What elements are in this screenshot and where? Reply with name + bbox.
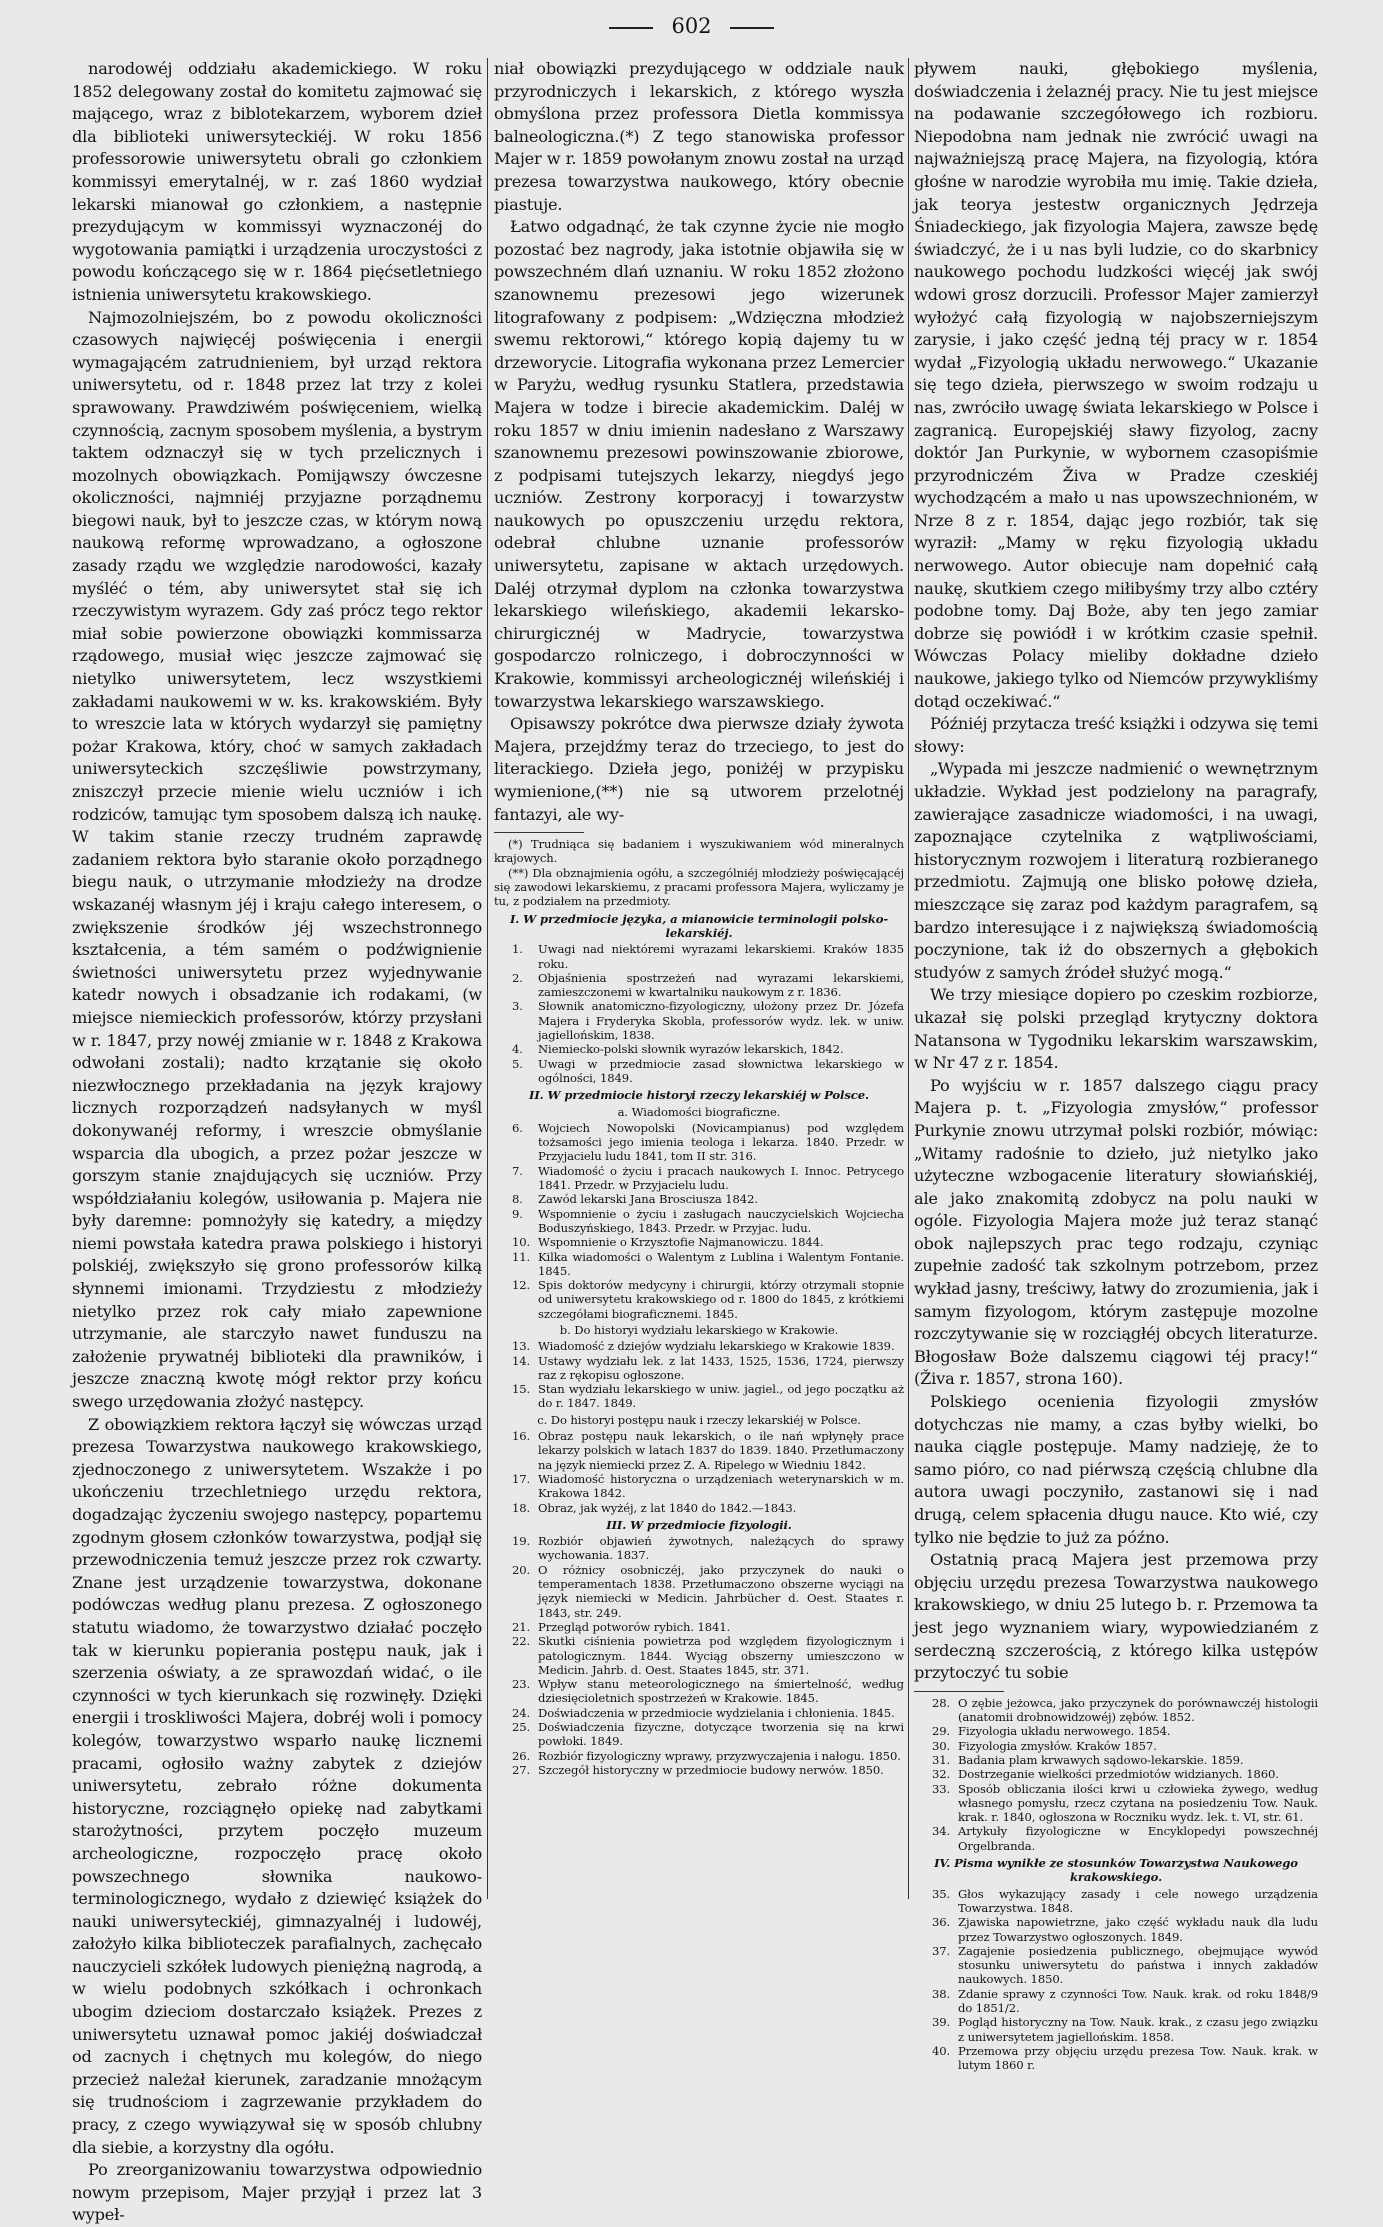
bibliography-item xyxy=(494,1763,904,1777)
paragraph: Polskiego ocenienia fizyologii zmysłów dotychczas nie mamy, a czas byłby wielki, bo nauka ciągle postępuje. Mamy nadzieję, że to samo pióro, co nad piérwszą częścią chlubne dla autora uwagi poczyniło, zastanowi się i nad drugą, celem spłacenia długu nauce. Kto wié, czy tylko nie będzie to już za późno. xyxy=(914,1392,1318,1547)
bibliography-item xyxy=(494,1164,904,1193)
item-number: 40. xyxy=(932,2043,951,2058)
item-number: 21. xyxy=(512,1619,531,1634)
item-text: Doświadczenia fizyczne, dotyczące tworzenia się na krwi powłoki. 1849. xyxy=(538,1720,904,1749)
subsection-heading: c. Do historyi postępu nauk i rzeczy lekarskiéj w Polsce. xyxy=(537,1412,861,1427)
item-number: 35. xyxy=(932,1886,951,1901)
footnotes xyxy=(914,1691,1318,2073)
page-number: 602 xyxy=(671,14,712,38)
item-number: 38. xyxy=(932,1986,951,2001)
footnote-rule xyxy=(914,1691,1004,1692)
item-number: 15. xyxy=(512,1382,531,1397)
bibliography-item xyxy=(494,1634,904,1677)
bibliography-item xyxy=(914,1739,1318,1753)
section-heading: I. W przedmiocie języka, a mianowicie terminologii polsko-lekarskiéj. xyxy=(509,911,889,940)
bibliography-item xyxy=(914,1915,1318,1944)
item-number: 7. xyxy=(512,1163,523,1178)
column-divider xyxy=(487,58,488,1899)
item-text: Badania plam krwawych sądowo-lekarskie. 1859. xyxy=(958,1752,1244,1767)
item-text: Fizyologia zmysłów. Kraków 1857. xyxy=(958,1738,1157,1753)
item-text: Niemiecko-polski słownik wyrazów lekarskich, 1842. xyxy=(538,1042,844,1057)
bibliography-item xyxy=(914,1887,1318,1916)
bibliography-item xyxy=(494,1057,904,1086)
item-text: Przemowa przy objęciu urzędu prezesa Tow. Nauk. krak. w lutym 1860 r. xyxy=(958,2043,1318,2073)
item-text: Wiadomość o życiu i pracach naukowych I. Innoc. Petrycego 1841. Przedr. w Przyjacielu ludu. xyxy=(538,1163,904,1193)
bibliography-item xyxy=(494,999,904,1042)
header-rule-left xyxy=(609,27,653,29)
bibliography-item xyxy=(914,1782,1318,1825)
paragraph: pływem nauki, głębokiego myślenia, doświadczenia i żelaznéj pracy. Nie tu jest miejsce na podawanie szczegółowego ich rozbioru. Niepodobna nam jednak nie zwrócić uwagi na najważniejszą pracę Majera, na fizyologią, która głośne w narodzie wyrobiła mu imię. Takie dzieła, jak teorya jestestw organicznych Jędrzeja Śniadeckiego, jak fizyologia Majera, zawsze będę świadczyć, że i u nas byli ludzie, co do skarbnicy naukowego pochodu ludzkości więcéj jak swój wdowi grosz dorzucili. Professor Majer zamierzył wyłożyć całą fizyologią w najobszerniejszym zarysie, i jako część jedną téj pracy w r. 1854 wydał „Fizyologią układu nerwowego.“ Ukazanie się tego dzieła, pierwszego w swoim rodzaju u nas, zwróciło uwagę świata lekarskiego w Polsce i zagranicą. Europejskiéj sławy fizyolog, zacny doktór Jan Purkynie, w wybornem czasopiśmie przyrodniczém Živa w Pradze czeskiéj wychodzącém a mało u nas upowszechnioném, w Nrze 8 z r. 1854, dając jego rozbiór, tak się wyraził: „Mamy w ręku fizyologią układu nerwowego. Autor obiecuje nam dopełnić całą naukę, skutkiem czego miłibyśmy trzy albo cztéry podobne tomy. Daj Boże, aby ten jego zamiar dobrze się powiódł i w krótkim czasie spełnił. Wówczas Polacy mieliby dokładne dzieło naukowe, jakiego tylko od Niemców przywykliśmy dotąd oczekiwać.“ xyxy=(914,59,1318,711)
item-number: 25. xyxy=(512,1720,531,1734)
footnotes xyxy=(494,832,904,1777)
item-number: 2. xyxy=(512,970,523,985)
item-number: 28. xyxy=(932,1695,951,1710)
item-text: Spis doktorów medycyny i chirurgii, którzy otrzymali stopnie od uniwersytetu krakowskiego od r. 1800 do 1845, z krótkiemi szczegółami biograficznemi. 1845. xyxy=(538,1278,904,1321)
item-number: 33. xyxy=(932,1781,951,1796)
item-text: Zdanie sprawy z czynności Tow. Nauk. krak. od roku 1848/9 do 1851/2. xyxy=(958,1986,1318,2015)
item-text: Głos wykazujący zasady i cele nowego urządzenia Towarzystwa. 1848. xyxy=(958,1886,1318,1915)
item-number: 14. xyxy=(512,1353,531,1368)
paragraph: narodowéj oddziału akademickiego. W roku 1852 delegowany został do komitetu zajmować się mającego, wraz z biblotekarzem, wyborem dzieł dla biblioteki uniwersyteckiéj. W roku 1856 professorowie uniwersytetu obrali go członkiem kommissyi emerytalnéj, w r. zaś 1860 wydział lekarski mianował go członkiem, a następnie prezydującym w kommissyi wyznaczonéj do wygotowania pamiątki i urządzenia uroczystości z powodu kończącego się w r. 1864 pięćsetletniego istnienia uniwersytetu krakowskiego. xyxy=(72,59,482,304)
item-text: Szczegół historyczny w przedmiocie budowy nerwów. 1850. xyxy=(538,1762,884,1777)
item-number: 26. xyxy=(512,1748,531,1763)
item-number: 18. xyxy=(512,1500,531,1515)
paragraph: niał obowiązki prezydującego w oddziale nauk przyrodniczych i lekarskich, z którego wyszła obmyślona przez professora Dietla kommissya balneologiczna.(*) Z tego stanowiska professor Majer w r. 1859 powołanym znowu został na urząd prezesa towarzystwa naukowego, który obecnie piastuje. xyxy=(494,59,904,214)
footnote-rule xyxy=(494,832,584,833)
subsection-heading: a. Wiadomości biograficzne. xyxy=(617,1104,781,1119)
bibliography-item xyxy=(494,1677,904,1706)
item-number: 24. xyxy=(512,1705,531,1720)
footnote: (*) Trudniąca się badaniem i wyszukiwaniem wód mineralnych krajowych. xyxy=(494,837,904,866)
item-text: Pogląd historyczny na Tow. Nauk. krak., z czasu jego związku z uniwersytetem jagiellońskim. 1858. xyxy=(958,2015,1318,2044)
item-text: Rozbiór objawień żywotnych, należących do sprawy wychowania. 1837. xyxy=(538,1534,904,1563)
paragraph: Opisawszy pokrótce dwa pierwsze działy żywota Majera, przejdźmy teraz do trzeciego, to jest do literackiego. Dzieła jego, poniżéj w przypisku wymienione,(**) nie są utworem przelotnéj fantazyi, ale wy- xyxy=(494,714,904,824)
page-header xyxy=(0,14,1383,38)
item-text: O zębie jeżowca, jako przyczynek do porównawczéj histologii (anatomii drobnowidzowéj) zębów. 1852. xyxy=(958,1695,1318,1725)
bibliography-item xyxy=(494,1339,904,1353)
item-number: 20. xyxy=(512,1562,531,1577)
paragraph: Po zreorganizowaniu towarzystwa odpowiednio nowym przepisom, Majer przyjął i przez lat 3 wypeł- xyxy=(72,2160,482,2225)
item-text: Wspomnienie o Krzysztofie Najmanowiczu. 1844. xyxy=(538,1235,824,1250)
bibliography-item xyxy=(494,1501,904,1515)
item-number: 19. xyxy=(512,1534,531,1549)
item-number: 16. xyxy=(512,1429,531,1444)
bibliography-item xyxy=(494,1207,904,1236)
footnote: (**) Dla obznajmienia ogółu, a szczególniéj młodzieży poświęcającéj się zawodowi lekarskiemu, z pracami professora Majera, wyliczamy je tu, z podziałem na przedmioty. xyxy=(494,865,904,909)
item-text: Wiadomość historyczna o urządzeniach weterynarskich w m. Krakowa 1842. xyxy=(538,1471,904,1501)
item-text: Uwagi nad niektóremi wyrazami lekarskiemi. Kraków 1835 roku. xyxy=(538,942,904,971)
column-2 xyxy=(494,58,904,1777)
bibliography-item xyxy=(914,1696,1318,1725)
paragraph: „Wypada mi jeszcze nadmienić o wewnętrznym układzie. Wykład jest podzielony na paragrafy, zawierające zasadnicze wiadomości, i na uwagi, zapoznające czytelnika z wątpliwościami, historycznym rozwojem i literaturą rozbieranego przedmiotu. Zajmują one blisko połowę dzieła, mieszczące się zaraz pod każdym paragrafem, są bardzo interesujące i z największą świadomością poczynione, tak iż do obszernych a głębokich studyów z samych źródeł służyć mogą.“ xyxy=(914,759,1318,982)
subsection-heading: b. Do historyi wydziału lekarskiego w Krakowie. xyxy=(559,1322,839,1337)
paragraph: Z obowiązkiem rektora łączył się wówczas urząd prezesa Towarzystwa naukowego krakowskiego, zjednoczonego z uniwersytetem. Wszakże i po ukończeniu trzechletniego urzędu rektora, dogadzając życzeniu swojego następcy, popartemu zgodnym głosem członków towarzystwa, podjął się przewodniczenia temuż jeszcze przez rok czwarty. Znane jest urządzenie towarzystwa, dokonane podówczas według planu prezesa. Z ogłoszonego statutu wiadomo, że towarzystwo działać poczęło tak w kierunku popierania postępu nauk, jak i szerzenia oświaty, a ze sprawozdań widać, o ile czynności w tych kierunkach się rozwinęły. Dzięki energii i troskliwości Majera, dobréj woli i pomocy kolegów, towarzystwo wsparło naukę licznemi pracami, ogłosiło ważny zabytek z dziejów uniwersytetu, zebrało różne dokumenta historyczne, rozciągnęło opiekę nad zabytkami starożytności, przytem poczęło muzeum archeologiczne, rozpoczęło pracę około powszechnego słownika naukowo-terminologicznego, wydało z dziewięć książek do nauki uniwersyteckiéj, gimnazyalnéj i ludowéj, założyło kilka biblioteczek parafialnych, zachęcało nauczycieli szkółek ludowych pieniężną nagrodą, a w wielu podobnych szkółkach i ochronkach ubogim dzieciom dostarczało książek. Prezes z uniwersytetu uznawał pomoc jakiéj doświadczał od zacnych i chętnych mu kolegów, do niego przecież należał kierunek, zaradzanie mnożącym się trudnościom i zagrzewanie przykładem do pracy, z czego wywiązywał się w sposób chlubny dla siebie, a korzystny dla ogółu. xyxy=(72,1414,482,2157)
item-text: Zawód lekarski Jana Brosciusza 1842. xyxy=(538,1192,758,1207)
bibliography-item xyxy=(494,1563,904,1620)
paragraph: Ostatnią pracą Majera jest przemowa przy objęciu urzędu prezesa Towarzystwa naukowego krakowskiego, w dniu 25 lutego b. r. Przemowa ta jest jego wyznaniem wiary, wypowiedzianém z serdeczną szczerością, z którego kilka ustępów przytoczyć tu sobie xyxy=(914,1550,1318,1683)
item-number: 9. xyxy=(512,1206,523,1221)
bibliography-item xyxy=(914,1724,1318,1738)
item-number: 29. xyxy=(932,1724,951,1739)
item-number: 10. xyxy=(512,1235,531,1250)
section-heading: II. W przedmiocie historyi rzeczy lekarskiéj w Polsce. xyxy=(529,1088,869,1103)
bibliography-item xyxy=(494,1354,904,1383)
item-text: Doświadczenia w przedmiocie wydzielania i chłonienia. 1845. xyxy=(538,1705,895,1720)
item-text: Stan wydziału lekarskiego w uniw. jagiel., od jego początku aż do r. 1847. 1849. xyxy=(538,1382,904,1411)
item-text: Kilka wiadomości o Walentym z Lublina i Walentym Fontanie. 1845. xyxy=(538,1249,904,1278)
item-number: 13. xyxy=(512,1339,531,1354)
item-number: 3. xyxy=(512,999,523,1014)
bibliography-item xyxy=(914,1753,1318,1767)
bibliography-item xyxy=(914,1824,1318,1853)
bibliography-item xyxy=(494,1534,904,1563)
bibliography-item xyxy=(914,2044,1318,2073)
item-text: O różnicy osobniczéj, jako przyczynek do nauki o temperamentach 1838. Przetłumaczono obszerne wyciągi na język niemiecki w Medicin. Jahrbücher d. Oest. Staates r. 1843, str. 249. xyxy=(538,1562,904,1620)
bibliography-item xyxy=(494,1620,904,1634)
item-number: 34. xyxy=(932,1824,951,1839)
column-1 xyxy=(72,58,482,2227)
column-3 xyxy=(914,58,1318,2072)
item-text: Wojciech Nowopolski (Novicampianus) pod względem tożsamości jego imienia teologa i lekarza. 1840. Przedr. w Przyjacielu ludu 1841, tom II str. 316. xyxy=(538,1120,904,1164)
item-text: Wpływ stanu meteorologicznego na śmiertelność, według dziesięcioletnich spostrzeżeń w Krakowie. 1845. xyxy=(538,1677,904,1706)
item-number: 8. xyxy=(512,1192,523,1207)
item-number: 11. xyxy=(512,1249,531,1264)
section-heading: IV. Pisma wynikłe ze stosunków Towarzystwa Naukowego krakowskiego. xyxy=(934,1856,1298,1885)
item-number: 32. xyxy=(932,1767,951,1782)
bibliography-item xyxy=(914,1944,1318,1987)
item-text: Wspomnienie o życiu i zasługach nauczycielskich Wojciecha Boduszyńskiego, 1843. Przedr. w Przyjac. ludu. xyxy=(538,1206,904,1235)
item-text: Sposób obliczania ilości krwi u człowieka żywego, według własnego pomysłu, rzecz czytana na posiedzeniu Tow. Nauk. krak. r. 1840, ogłoszona w Roczniku wydz. lek. t. VI, str. 61. xyxy=(958,1781,1318,1825)
bibliography-item xyxy=(494,1472,904,1501)
item-text: Obraz, jak wyżéj, z lat 1840 do 1842.—1843. xyxy=(538,1500,797,1515)
item-text: Obraz postępu nauk lekarskich, o ile nań wpłynęły prace lekarzy polskich w latach 1837 do 1839. 1840. Przetłumaczony na język niemiecki przez Z. A. Ripelego w Wiedniu 1842. xyxy=(538,1429,904,1472)
bibliography-item xyxy=(494,1382,904,1411)
bibliography-item xyxy=(494,1278,904,1321)
bibliography-item xyxy=(494,1235,904,1249)
bibliography-item xyxy=(494,1749,904,1763)
bibliography-item xyxy=(494,1121,904,1164)
bibliography-item xyxy=(914,2015,1318,2044)
item-text: Objaśnienia spostrzeżeń nad wyrazami lekarskiemi, zamieszczonemi w kwartalniku naukowym z r. 1836. xyxy=(538,970,904,1000)
item-text: Artykuły fizyologiczne w Encyklopedyi powszechnéj Orgelbranda. xyxy=(958,1824,1318,1853)
item-number: 1. xyxy=(512,942,523,957)
bibliography-item xyxy=(494,971,904,1000)
bibliography-item xyxy=(494,1429,904,1472)
section-heading: III. W przedmiocie fizyologii. xyxy=(606,1517,792,1532)
item-text: Słownik anatomiczno-fizyologiczny, ułożony przez Dr. Józefa Majera i Fryderyka Skobla, professorów wydz. lek. w uniw. jagiellońskim, 1838. xyxy=(538,999,904,1043)
item-number: 23. xyxy=(512,1677,531,1692)
item-text: Wiadomość z dziejów wydziału lekarskiego w Krakowie 1839. xyxy=(538,1339,895,1354)
item-text: Dostrzeganie wielkości przedmiotów widzianych. 1860. xyxy=(958,1767,1279,1782)
item-text: Ustawy wydziału lek. z lat 1433, 1525, 1536, 1724, pierwszy raz z rękopisu ogłoszone. xyxy=(538,1353,904,1382)
item-text: Uwagi w przedmiocie zasad słownictwa lekarskiego w ogólności, 1849. xyxy=(538,1056,904,1085)
bibliography-item xyxy=(914,1987,1318,2016)
column-divider xyxy=(908,58,909,1899)
item-number: 17. xyxy=(512,1471,531,1486)
item-number: 4. xyxy=(512,1042,523,1057)
item-text: Fizyologia układu nerwowego. 1854. xyxy=(958,1724,1171,1739)
item-text: Zjawiska napowietrzne, jako część wykładu nauk dla ludu przez Towarzystwo ogłoszonych. 1849. xyxy=(958,1915,1318,1944)
item-number: 5. xyxy=(512,1056,523,1071)
item-text: Zagajenie posiedzenia publicznego, obejmujące wywód stosunku uniwersytetu do państwa i innych zakładów naukowych. 1850. xyxy=(958,1943,1318,1987)
paragraph: Łatwo odgadnąć, że tak czynne życie nie mogło pozostać bez nagrody, jaka istotnie objawiła się w powszechném dlań uznaniu. W roku 1852 złożono szanownemu prezesowi jego wizerunek litografowany z podpisem: „Wdzięczna młodzież swemu rektorowi,“ którego kopią dajemy tu w drzeworycie. Litografia wykonana przez Lemercier w Paryżu, według rysunku Statlera, przedstawia Majera w todze i birecie akademickim. Daléj w roku 1857 w dniu imienin nadesłano z Warszawy szanownemu prezesowi powinszowanie zbiorowe, z podpisami tutejszych lekarzy, niegdyś jego uczniów. Zestrony korporacyj i towarzystw naukowych po opuszczeniu urzędu rektora, odebrał chlubne uznanie professorów uniwersytetu, zapisane w aktach urzędowych. Daléj otrzymał dyplom na członka towarzystwa lekarskiego wileńskiego, akademii lekarsko-chirurgicznéj w Madrycie, towarzystwa gospodarczo rolniczego, i dobroczynności w Krakowie, kommissyi archeologicznéj wileńskiéj i towarzystwa lekarskiego warszawskiego. xyxy=(494,217,904,711)
bibliography-item xyxy=(494,1250,904,1279)
bibliography-item xyxy=(494,1706,904,1720)
bibliography-item xyxy=(914,1767,1318,1781)
bibliography-item xyxy=(494,942,904,971)
paragraph: We trzy miesiące dopiero po czeskim rozbiorze, ukazał się polski przegląd krytyczny doktora Natansona w Tygodniku lekarskim warszawskim, w Nr 47 z r. 1854. xyxy=(914,985,1318,1073)
item-number: 39. xyxy=(932,2015,951,2030)
header-rule-right xyxy=(730,27,774,29)
item-number: 22. xyxy=(512,1634,531,1649)
item-text: Skutki ciśnienia powietrza pod względem fizyologicznym i patologicznym. 1844. Wyciąg obszerny umieszczono w Medicin. Jahrb. d. Oest. Staates 1845, str. 371. xyxy=(538,1634,904,1677)
item-number: 30. xyxy=(932,1738,951,1753)
paragraph: Najmozolniejszém, bo z powodu okoliczności czasowych najwięcéj poświęcenia i energii wymagającém zatrudnieniem, był urząd rektora uniwersytetu, od r. 1848 przez lat trzy z kolei sprawowany. Prawdziwém poświęceniem, wielką czynnością, zacnym sposobem myślenia, a bystrym taktem odznaczył się w tych przelicznych i mozolnych obowiązkach. Pomijąwszy ówczesne okoliczności, najmniéj przyjazne porządnemu biegowi nauk, był to jeszcze czas, w którym nową naukową reformę wprowadzano, a ogłoszone zasady rządu we względzie narodowości, kazały myśléć o tém, aby uniwersytet stał się ich rzeczywistym wyrazem. Gdy zaś prócz tego rektor miał sobie powierzone obowiązki kommissarza rządowego, musiał więc jeszcze zajmować się nietylko uniwersytetem, lecz wszystkiemi zakładami naukowemi w w. ks. krakowskiém. Były to wreszcie lata w których wydarzył się pamiętny pożar Krakowa, który, choć w samych zakładach uniwersyteckich szczęśliwie powstrzymany, zniszczył przecie mienie wielu uczniów i ich rodziców, tamując tym sposobem dalszą ich naukę. W takim stanie rzeczy trudném zaprawdę zadaniem rektora było staranie około porządnego biegu nauk, o utrzymanie młodzieży na drodze wskazanéj własnym jéj i kraju całego interesem, o zwiększenie środków jéj wszechstronnego kształcenia, a tém samém o podźwignienie świetności uniwersytetu przez wyjednywanie katedr nowych i obsadzanie ich rodakami, (w miejsce niemieckich professorów, którzy przysłani w r. 1847, przy nowéj zmianie w r. 1848 z Krakowa odwołani zostali); nadto krzątanie się około niezwłocznego przekładania na język krajowy licznych rozporządzeń nadsyłanych w myśl dokonywanéj reformy, i wreszcie obmyślanie wsparcia dla ubogich, a przez pożar jeszcze w gorszym stanie znajdujących się uczniów. Przy współdziałaniu kolegów, usiłowania p. Majera nie były daremne: pomnożyły się katedry, a między niemi powstała katedra prawa polskiego i historyi polskiéj, zwiększyło się grono professorów kilką słynnemi imionami. Trzydziestu z młodzieży nietylko przez rok cały miało zapewnione utrzymanie, ale starczyło nawet funduszu na założenie prywatnéj biblioteki dla prawników, i jeszcze znaczną kwotę mógł rektor przy końcu swego urzędowania złożyć następcy. xyxy=(72,307,482,1412)
item-number: 37. xyxy=(932,1943,951,1958)
item-number: 36. xyxy=(932,1915,951,1930)
item-text: Przegląd potworów rybich. 1841. xyxy=(538,1619,731,1634)
paragraph: Późniéj przytacza treść książki i odzywa się temi słowy: xyxy=(914,714,1318,756)
bibliography-item xyxy=(494,1720,904,1749)
paragraph: Po wyjściu w r. 1857 dalszego ciągu pracy Majera p. t. „Fizyologia zmysłów,“ professor Purkynie znowu utrzymał polski rozbiór, mówiąc: „Witamy radośnie to dzieło, już nietylko jako użyteczne wzbogacenie literatury słowiańskiéj, ale jako znakomitą zdobycz na polu nauki w ogóle. Fizyologia Majera może już teraz stanąć obok najlepszych prac tego rodzaju, czyniąc zupełnie zadość tak szkolnym potrzebom, przez wykład jasny, treściwy, łatwy do zrozumienia, jak i samym fizyologom, którym zastępuje mozolne rozczytywanie się w rozciągłéj obcych literaturze. Błogosław Boże dalszemu ciągowi téj pracy!“ (Živa r. 1857, strona 160). xyxy=(914,1075,1318,1389)
item-number: 31. xyxy=(932,1752,951,1767)
bibliography-item xyxy=(494,1192,904,1206)
bibliography-item xyxy=(494,1042,904,1056)
item-number: 12. xyxy=(512,1278,531,1293)
item-number: 27. xyxy=(512,1762,531,1777)
item-number: 6. xyxy=(512,1120,523,1135)
item-text: Rozbiór fizyologiczny wprawy, przyzwyczajenia i nałogu. 1850. xyxy=(538,1748,901,1763)
